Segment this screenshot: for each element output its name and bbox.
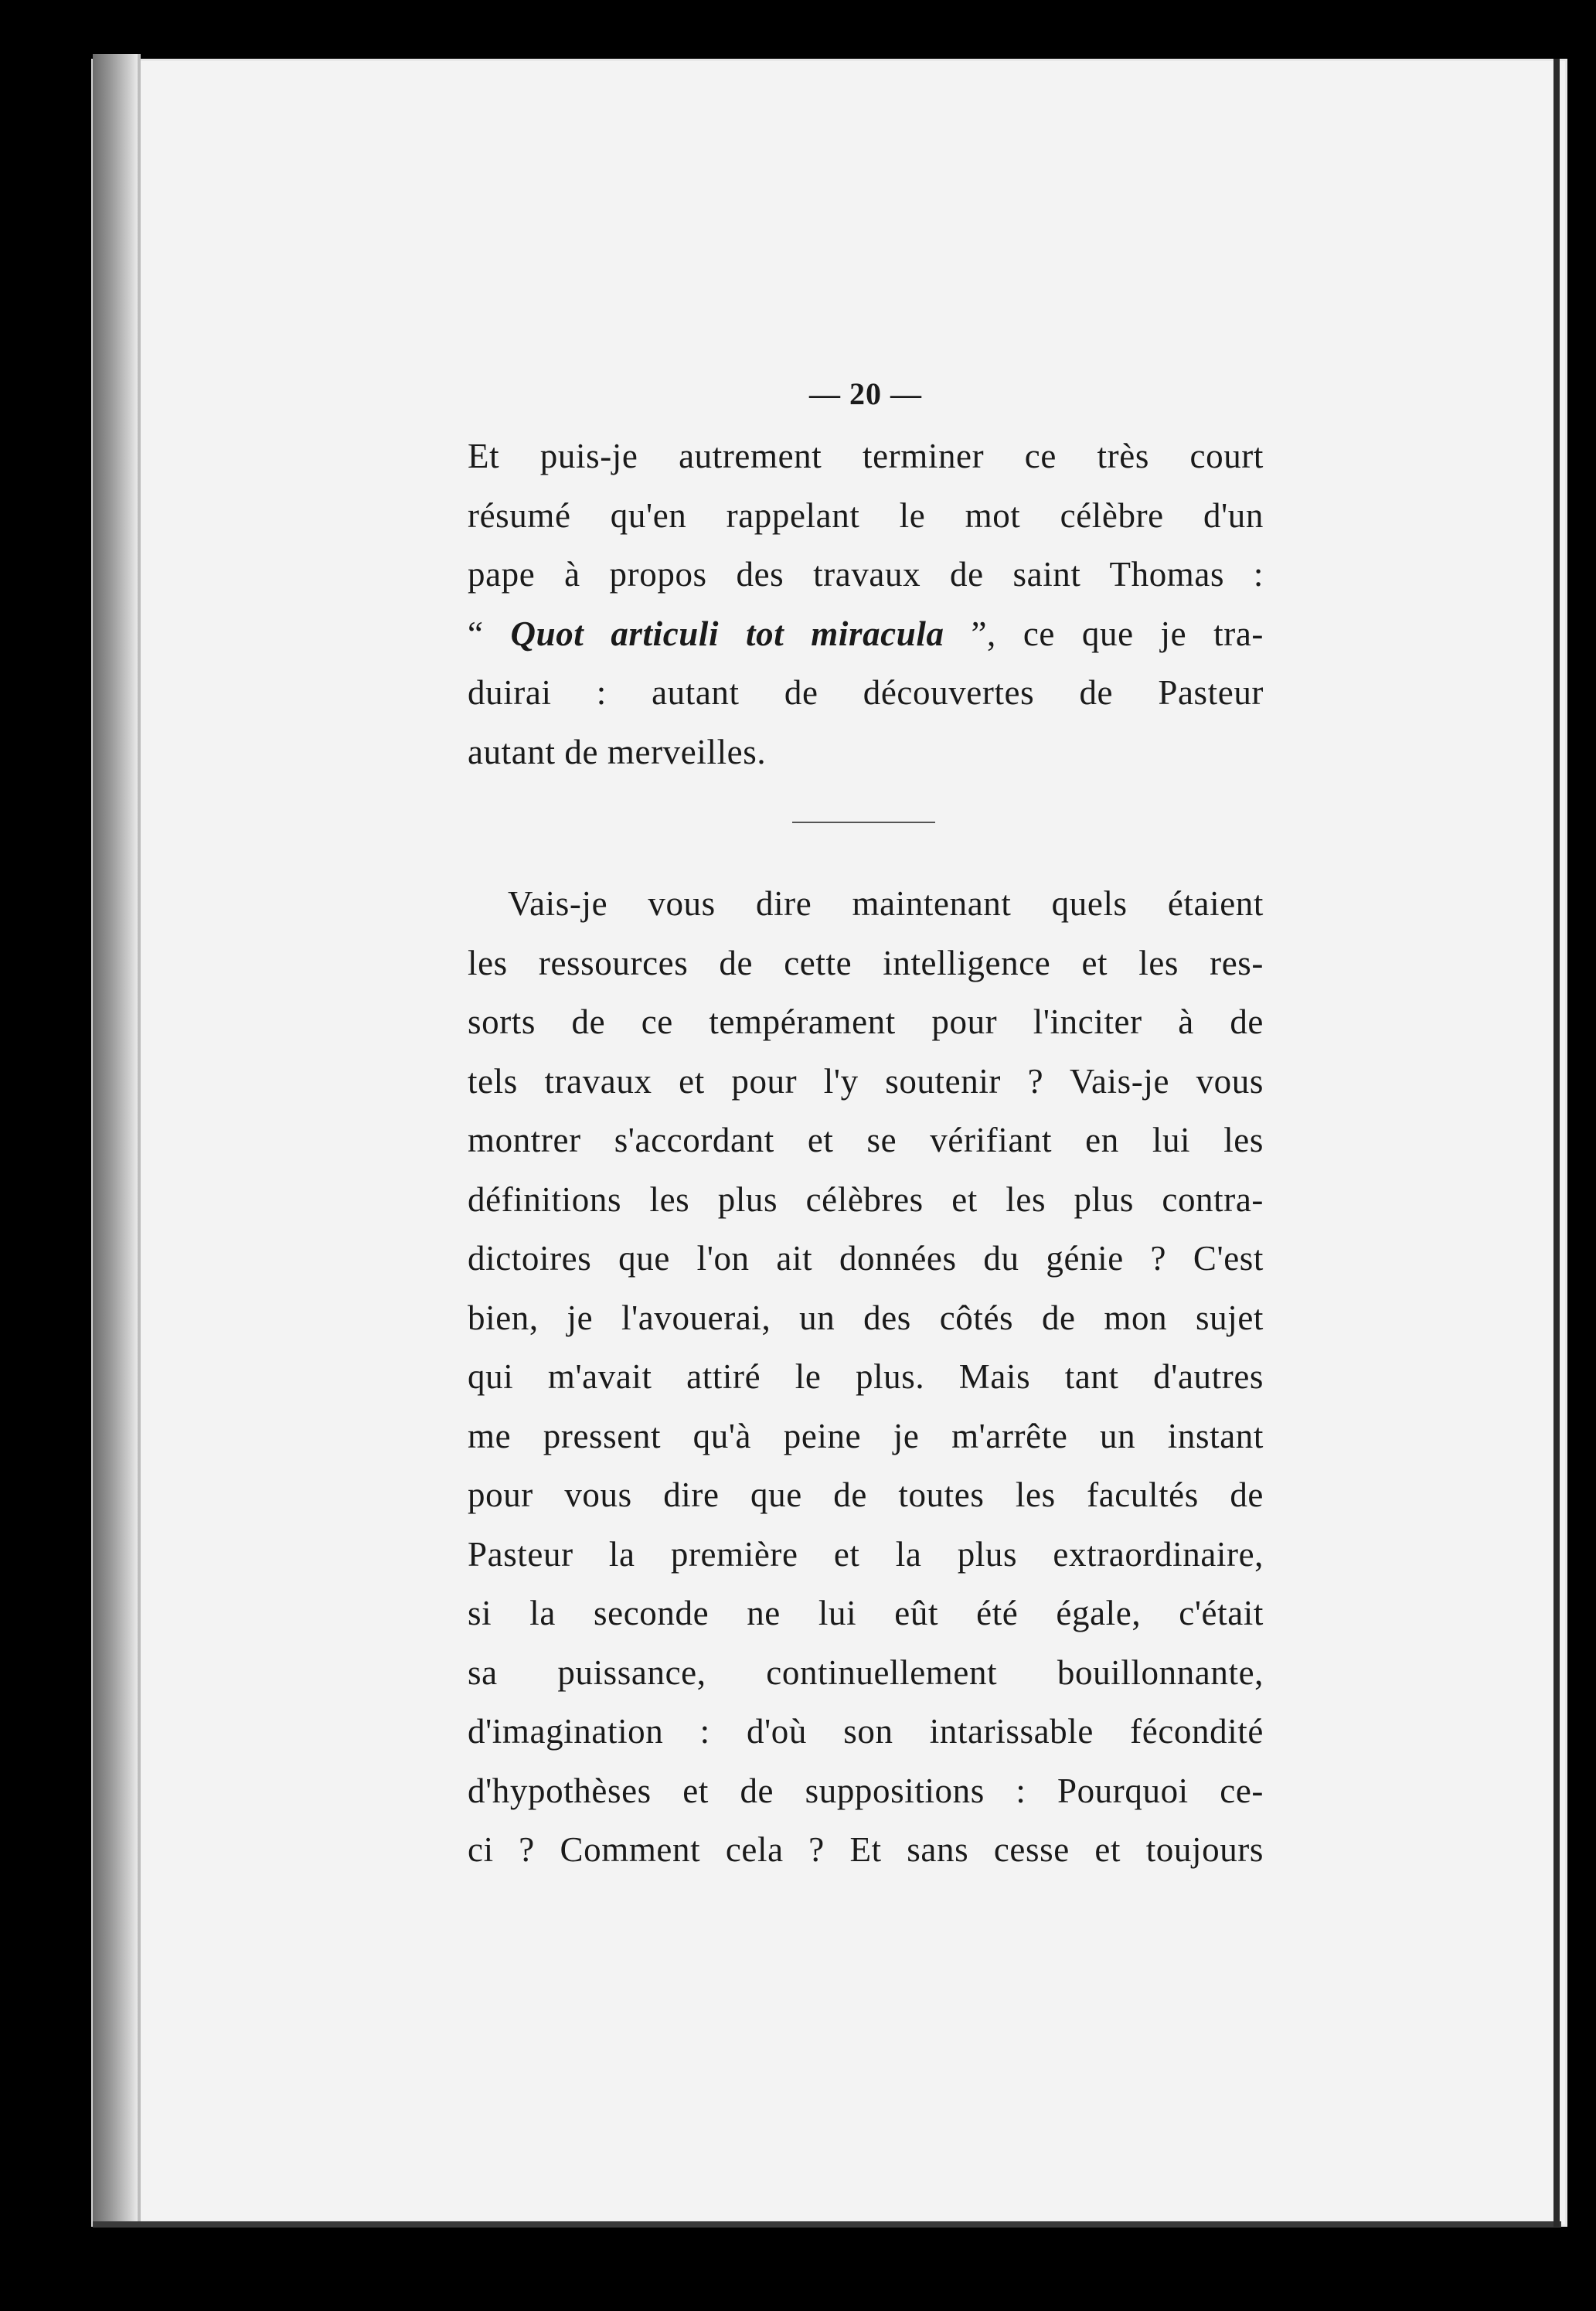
text-line: qui m'avait attiré le plus. Mais tant d'autres bbox=[468, 1357, 1264, 1396]
page-right-edge bbox=[1553, 59, 1560, 2227]
text-line: dictoires que l'on ait données du génie ? C'est bbox=[468, 1239, 1264, 1278]
text-line bbox=[468, 663, 1264, 723]
quote-close-text: ”, ce que je tra- bbox=[971, 614, 1264, 653]
text-line: d'hypothèses et de suppositions : Pourquoi ce- bbox=[468, 1771, 1264, 1810]
latin-quote: Quot articuli tot miracula bbox=[510, 614, 944, 653]
text-line: si la seconde ne lui eût été égale, c'était bbox=[468, 1594, 1264, 1632]
text-line: autant de merveilles. bbox=[468, 732, 767, 771]
page-bottom-edge bbox=[93, 2221, 1561, 2228]
text-line: sorts de ce tempérament pour l'inciter à de bbox=[468, 1002, 1264, 1041]
page-binding-edge bbox=[93, 54, 139, 2226]
text-line: sa puissance, continuellement bouillonnante, bbox=[468, 1652, 1264, 1692]
text-line: Vais-je vous dire maintenant quels étaient bbox=[508, 884, 1264, 923]
divider-rule bbox=[792, 822, 935, 823]
text-line: me pressent qu'à peine je m'arrête un instant bbox=[468, 1416, 1264, 1455]
text-line-start: duirai : autant bbox=[468, 673, 784, 712]
text-line: Et puis-je autrement terminer ce très court bbox=[468, 437, 1264, 475]
text-line: montrer s'accordant et se vérifiant en lui les bbox=[468, 1121, 1264, 1159]
page-number: — 20 — bbox=[809, 376, 922, 411]
text-line: pour vous dire que de toutes les facultés de bbox=[468, 1475, 1264, 1514]
text-line: pape à propos des travaux de saint Thomas : bbox=[468, 555, 1264, 594]
paragraph-2 bbox=[468, 874, 1264, 1880]
text-line: bien, je l'avouerai, un des côtés de mon sujet bbox=[468, 1298, 1264, 1337]
text-line: tels travaux et pour l'y soutenir ? Vais-je vous bbox=[468, 1061, 1264, 1101]
page-content bbox=[468, 371, 1264, 1880]
text-line-end: de découvertes de Pasteur bbox=[784, 673, 1264, 712]
text-line: définitions les plus célèbres et les plus contra- bbox=[468, 1179, 1264, 1219]
binding-line bbox=[138, 54, 141, 2226]
text-line: Pasteur la première et la plus extraordinaire, bbox=[468, 1534, 1264, 1574]
text-line-quote bbox=[468, 604, 1264, 664]
paragraph-1 bbox=[468, 427, 1264, 781]
text-line: résumé qu'en rappelant le mot célèbre d'un bbox=[468, 495, 1264, 535]
text-line: d'imagination : d'où son intarissable fécondité bbox=[468, 1712, 1264, 1751]
text-line: ci ? Comment cela ? Et sans cesse et toujours bbox=[468, 1830, 1264, 1869]
quote-open-mark: “ bbox=[468, 614, 484, 653]
text-line: les ressources de cette intelligence et les res- bbox=[468, 943, 1264, 982]
section-divider bbox=[468, 781, 1264, 874]
